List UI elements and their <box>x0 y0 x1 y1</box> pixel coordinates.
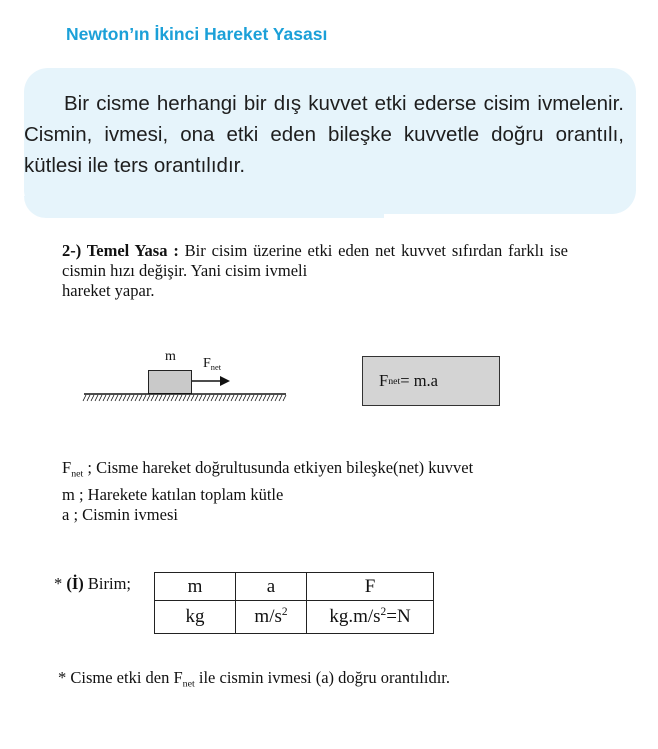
formula-box <box>362 356 500 406</box>
unit-a: m/s <box>254 606 282 627</box>
table-header-cell: F <box>307 573 434 601</box>
definition-text: ; Harekete katılan toplam kütle <box>74 484 284 504</box>
table-row <box>155 573 434 601</box>
law-paragraph <box>62 241 568 301</box>
definition-item <box>62 458 473 485</box>
force-symbol: F <box>203 356 211 371</box>
definition-symbol: a <box>62 505 70 525</box>
definitions-list <box>62 458 473 526</box>
callout-text: Bir cisme herhangi bir dış kuvvet etki ederse cisim ivmelenir. Cismin, ivmesi, ona etki eden bileşke kuvvetle doğru orantılı, kütlesi ile ters orantılıdır. <box>24 92 624 177</box>
table-row <box>155 601 434 634</box>
unit-f-exponent: 2 <box>380 606 387 619</box>
units-label-text: Birim; <box>83 574 132 593</box>
units-table <box>154 572 434 634</box>
proportionality-note <box>58 668 450 689</box>
definition-symbol: F <box>62 458 72 477</box>
definition-item <box>62 505 473 526</box>
force-arrow-head <box>220 376 230 386</box>
table-header-cell: m <box>155 573 236 601</box>
formula-rhs: = m.a <box>400 371 438 390</box>
table-cell <box>236 601 307 634</box>
unit-f: kg.m/s <box>329 606 381 627</box>
page-title: Newton’ın İkinci Hareket Yasası <box>66 24 328 44</box>
table-header-cell: a <box>236 573 307 601</box>
force-diagram <box>80 368 300 414</box>
formula-lhs-sub: net <box>388 375 401 387</box>
units-prefix: * <box>54 574 67 593</box>
definition-symbol: m <box>62 484 75 504</box>
unit-f-suffix: =N <box>386 606 411 627</box>
units-label <box>54 574 131 594</box>
formula-lhs: F <box>379 371 389 390</box>
definition-symbol-sub: net <box>71 468 84 480</box>
table-cell: kg <box>155 601 236 634</box>
unit-a-exponent: 2 <box>281 606 288 619</box>
table-cell <box>307 601 434 634</box>
note-subscript: net <box>182 678 195 690</box>
definition-item <box>62 485 473 506</box>
note-text-end: ile cismin ivmesi (a) doğru orantılıdır. <box>194 668 450 687</box>
note-text-start: * Cisme etki den F <box>58 668 183 687</box>
definition-text: ; Cisme hareket doğrultusunda etkiyen bileşke(net) kuvvet <box>83 458 474 477</box>
law-heading: 2-) Temel Yasa : <box>62 241 179 260</box>
definition-callout <box>24 68 636 214</box>
law-text: Bir cisim üzerine etki eden net kuvvet sıfırdan farklı ise cismin hızı değişir. Yani cisim ivmeli <box>62 241 568 280</box>
mass-label: m <box>165 349 176 364</box>
units-label-bold: (İ) <box>66 574 84 593</box>
ground-hatch <box>83 395 286 401</box>
law-text-last: hareket yapar. <box>62 281 155 300</box>
definition-text: ; Cismin ivmesi <box>69 505 178 525</box>
force-subscript: net <box>210 362 222 372</box>
